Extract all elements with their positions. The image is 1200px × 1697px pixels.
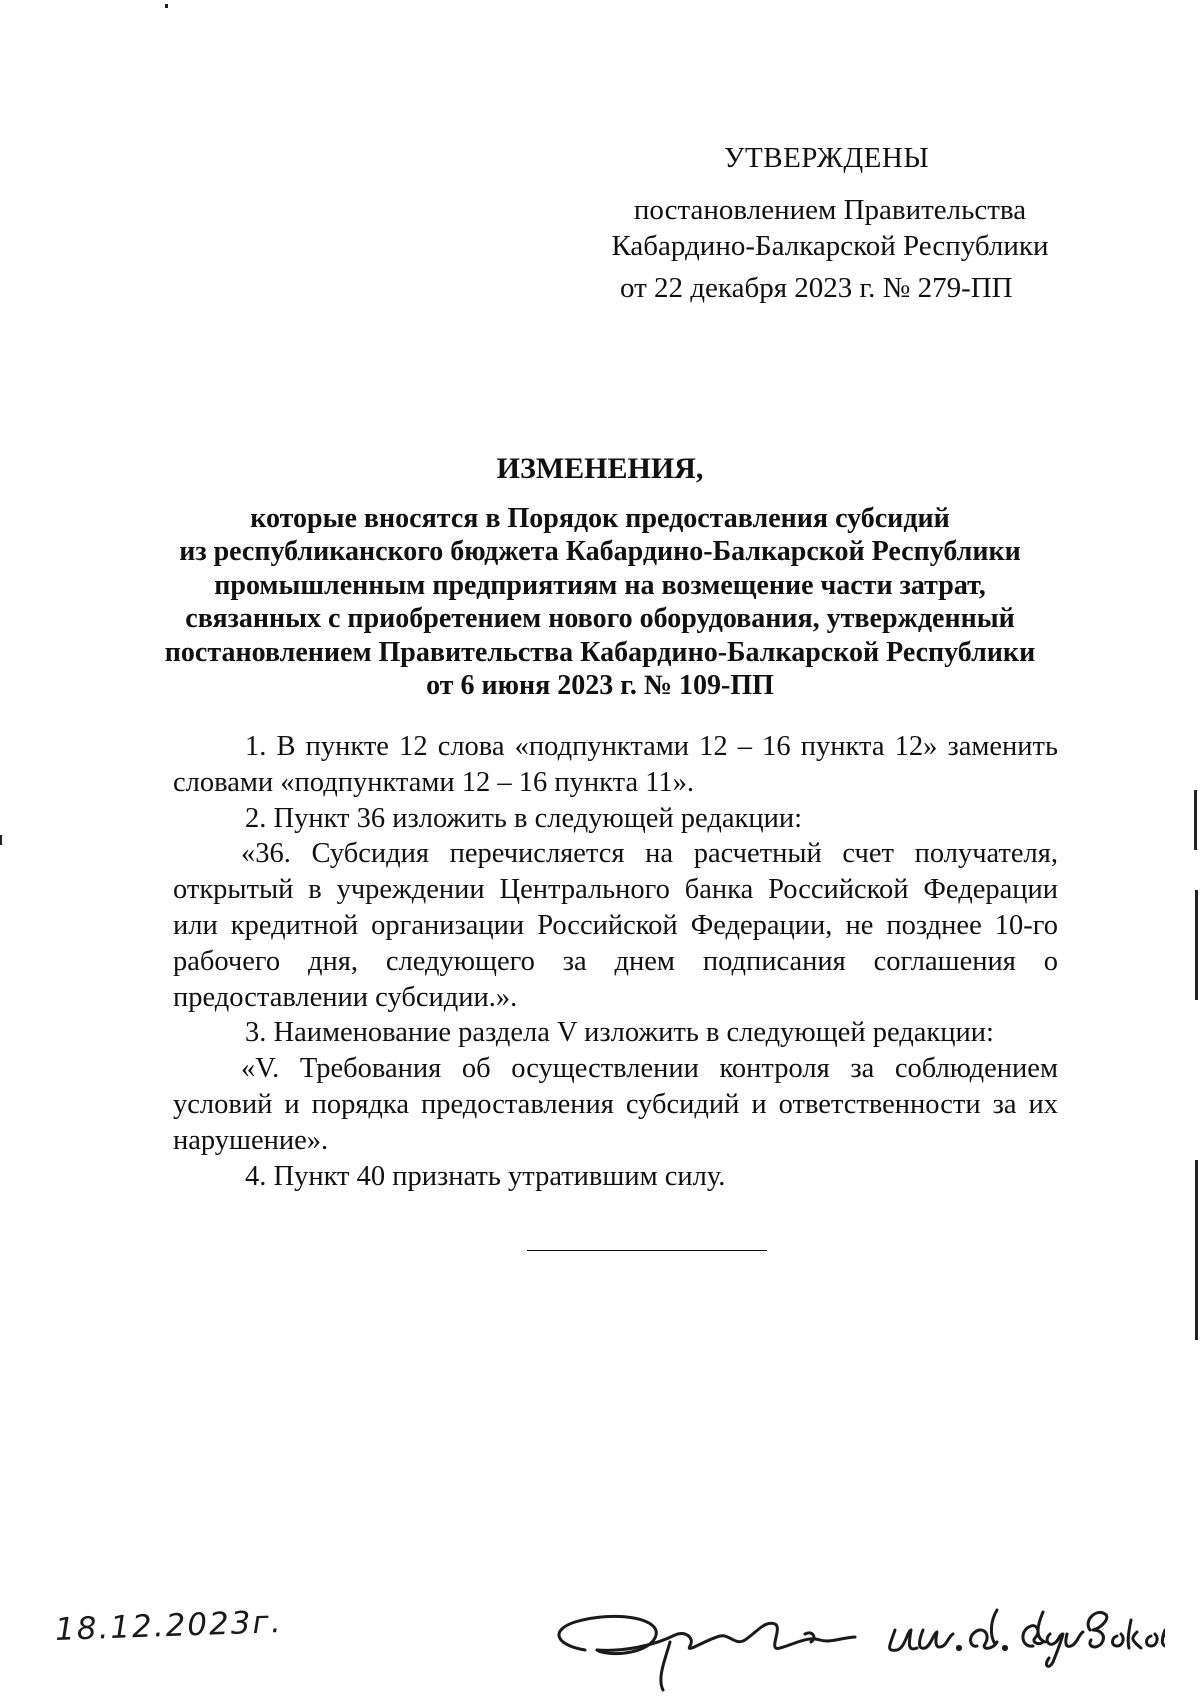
amendment-item-2-quote: «36. Субсидия перечисляется на расчетный счет получателя, открытый в учреждении Центрального банка Российской Федерации или кредитной организации Российской Федерации, не позднее 10-го рабочего дня, следующего за днем подписания соглашения о предоставлении субсидии.».	[173, 838, 1058, 1013]
heading-line: которые вносятся в Порядок предоставления субсидий	[250, 502, 950, 534]
approval-date: от 22 декабря 2023 г. № 279-ПП	[620, 272, 1013, 304]
approval-decree-line: постановлением Правительства	[633, 194, 1027, 226]
heading-line: связанных с приобретением нового оборудования, утвержденный	[185, 603, 1015, 634]
heading-title: ИЗМЕНЕНИЯ,	[496, 452, 704, 485]
amendment-item-4: 4. Пункт 40 признать утратившим силу.	[245, 1160, 726, 1192]
handwritten-signature	[545, 1590, 1165, 1695]
amendment-item-2: 2. Пункт 36 изложить в следующей редакции:	[245, 802, 802, 834]
scan-edge-mark	[1194, 790, 1197, 850]
scan-edge-mark	[165, 4, 168, 8]
approval-decree	[580, 192, 1080, 264]
amendment-item-3: 3. Наименование раздела V изложить в следующей редакции:	[245, 1017, 994, 1049]
scan-edge-mark	[1195, 890, 1198, 1000]
scan-edge-mark	[1195, 1160, 1198, 1340]
document-body	[173, 729, 1058, 1194]
heading-line: от 6 июня 2023 г. № 109-ПП	[426, 670, 774, 701]
amendment-item-3-quote: «V. Требования об осуществлении контроля за соблюдением условий и порядка предоставления субсидий и ответственности за их нарушение».	[173, 1053, 1058, 1156]
amendment-item-1: 1. В пункте 12 слова «подпунктами 12 – 16 пункта 12» заменить словами «подпунктами 12 – 16 пункта 11».	[173, 731, 1058, 798]
heading-line: постановлением Правительства Кабардино-Балкарской Республики	[164, 636, 1036, 668]
heading-line: промышленным предприятиям на возмещение части затрат,	[214, 569, 986, 601]
document-heading	[150, 452, 1050, 703]
handwritten-date: 18.12.2023г.	[54, 1604, 284, 1648]
approval-decree-line: Кабардино-Балкарской Республики	[611, 230, 1049, 262]
end-separator-line	[527, 1250, 767, 1251]
approval-status: УТВЕРЖДЕНЫ	[724, 142, 930, 174]
heading-line: из республиканского бюджета Кабардино-Балкарской Республики	[179, 536, 1021, 567]
scan-edge-mark	[0, 835, 2, 845]
